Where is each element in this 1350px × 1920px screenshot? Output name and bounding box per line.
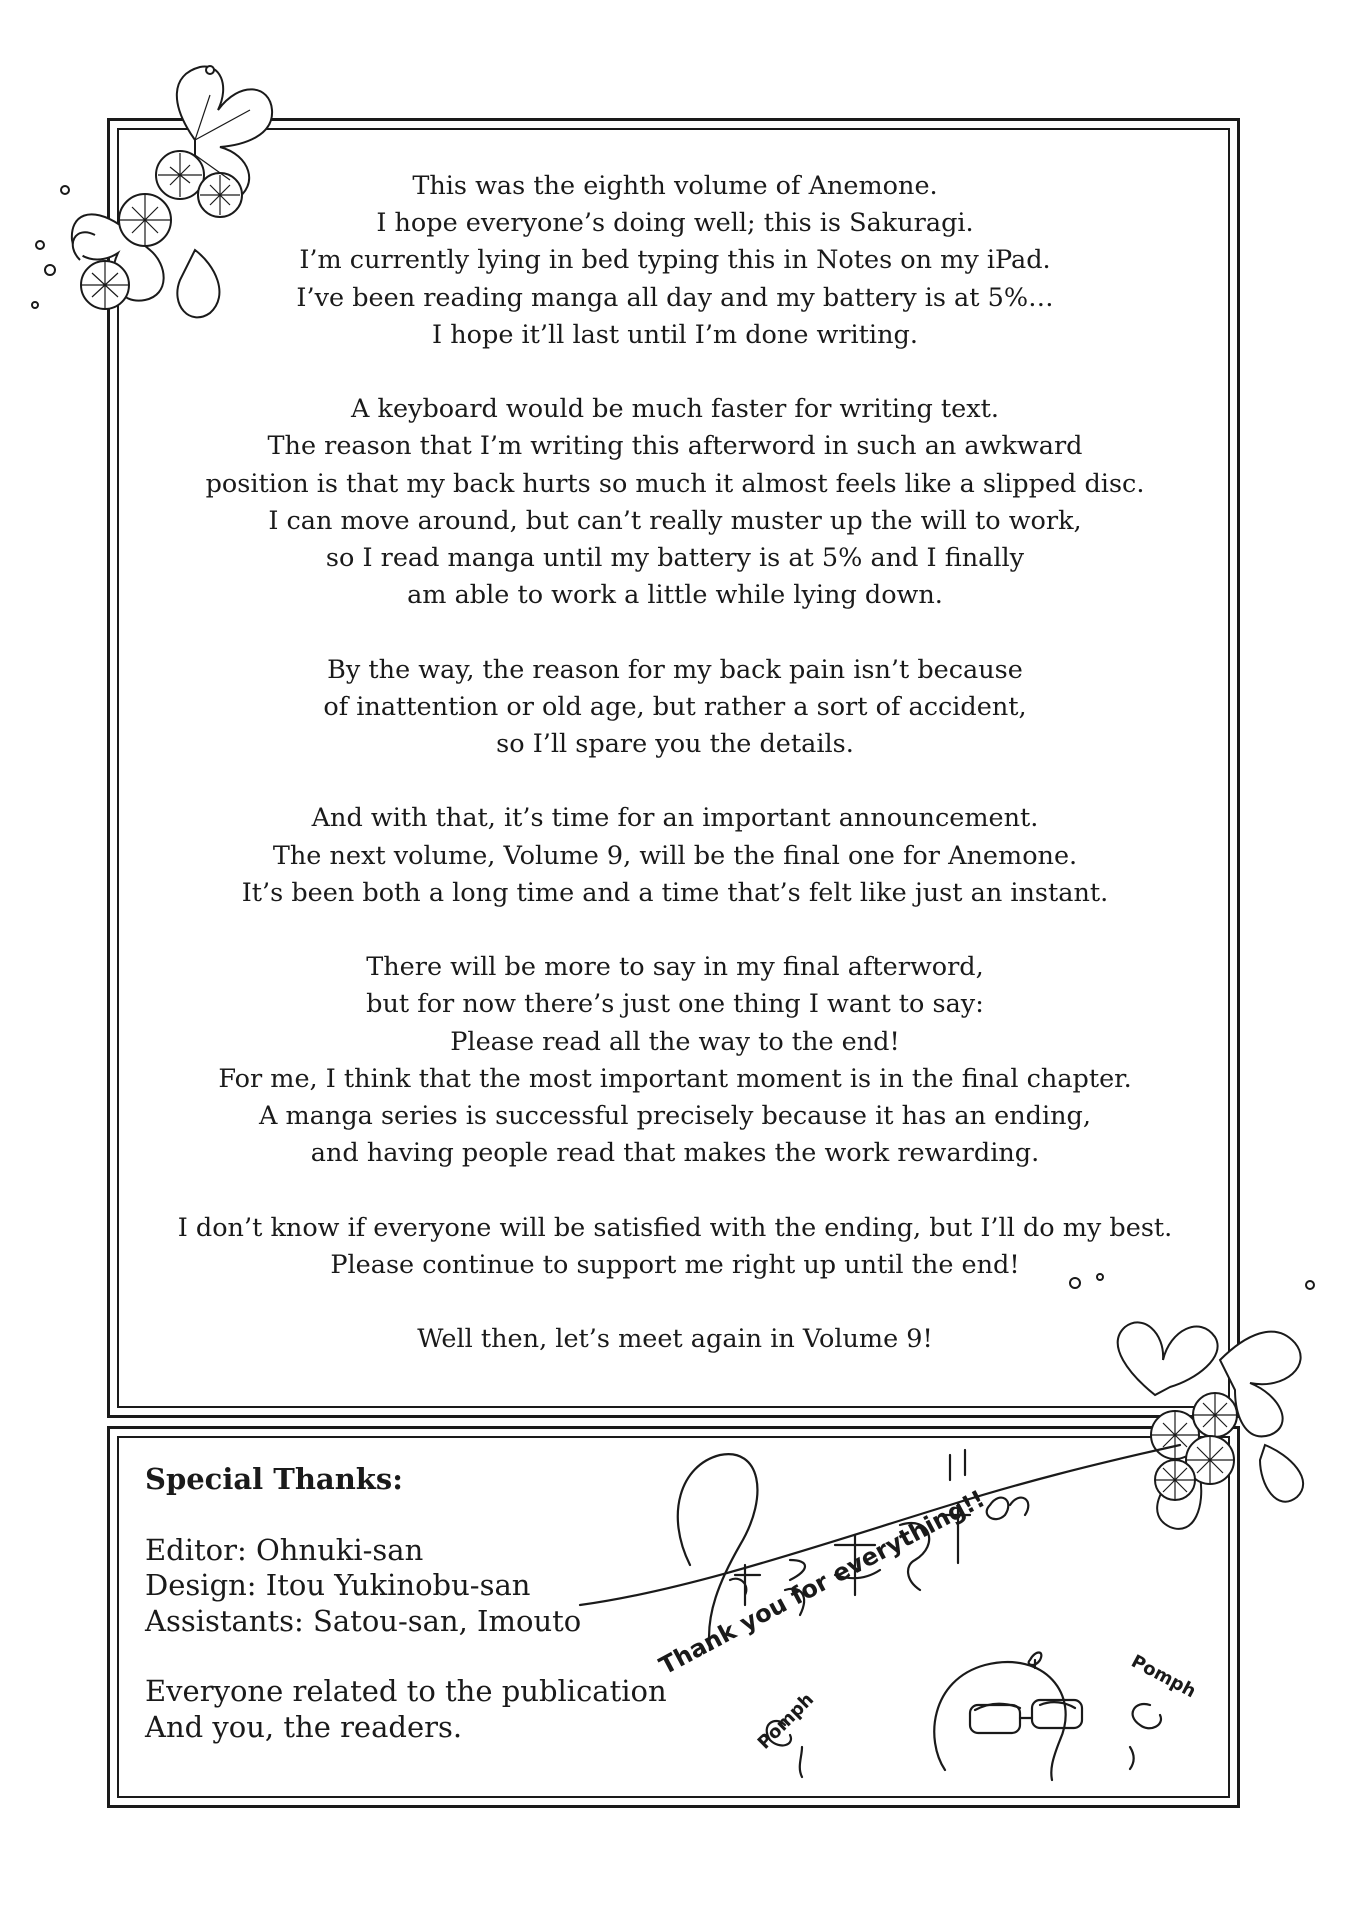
- afterword-line: Well then, let’s meet again in Volume 9!: [417, 1324, 933, 1355]
- afterword-line: of inattention or old age, but rather a sort of accident,: [323, 691, 1027, 722]
- afterword-line: A manga series is successful precisely because it has an ending,: [259, 1101, 1091, 1132]
- afterword-line: so I’ll spare you the details.: [496, 729, 854, 760]
- afterword-line: There will be more to say in my final afterword,: [366, 952, 984, 983]
- afterword-line: It’s been both a long time and a time that’s felt like just an instant.: [241, 877, 1109, 908]
- credit-line: Design: Itou Yukinobu-san: [145, 1568, 531, 1602]
- credit-line: And you, the readers.: [145, 1709, 463, 1744]
- afterword-line: Please read all the way to the end!: [450, 1026, 900, 1057]
- clover-flower-decoration-top-left: [20, 55, 300, 335]
- afterword-line: I’m currently lying in bed typing this in Notes on my iPad.: [299, 245, 1051, 276]
- sfx-right: Pomph: [1127, 1650, 1200, 1703]
- credit-line: Everyone related to the publication: [145, 1674, 667, 1708]
- credit-line: Editor: Ohnuki-san: [145, 1532, 424, 1567]
- afterword-line: I hope it’ll last until I’m done writing.: [432, 319, 918, 350]
- special-thanks-heading: Special Thanks:: [145, 1462, 403, 1496]
- afterword-line: By the way, the reason for my back pain isn’t because: [327, 654, 1023, 685]
- afterword-line: so I read manga until my battery is at 5% and I finally: [325, 543, 1025, 574]
- afterword-paragraph: [170, 391, 1180, 614]
- afterword-line: The next volume, Volume 9, will be the final one for Anemone.: [272, 840, 1078, 871]
- afterword-line: am able to work a little while lying down.: [407, 580, 943, 611]
- afterword-line: I’ve been reading manga all day and my battery is at 5%…: [296, 282, 1054, 313]
- afterword-text: [170, 168, 1180, 1396]
- afterword-line: This was the eighth volume of Anemone.: [412, 171, 938, 201]
- afterword-line: I can move around, but can’t really muster up the will to work,: [268, 505, 1082, 536]
- afterword-paragraph: [170, 800, 1180, 912]
- author-signature-doodle: [570, 1375, 1210, 1805]
- afterword-line: but for now there’s just one thing I want to say:: [366, 989, 984, 1020]
- afterword-line: position is that my back hurts so much it almost feels like a slipped disc.: [205, 468, 1145, 499]
- afterword-line: The reason that I’m writing this afterword in such an awkward: [267, 431, 1083, 462]
- afterword-paragraph: [170, 652, 1180, 764]
- afterword-line: and having people read that makes the work rewarding.: [310, 1138, 1040, 1169]
- thank-you-message: Thank you for everything!!: [654, 1484, 990, 1681]
- credit-line: Assistants: Satou-san, Imouto: [145, 1603, 582, 1638]
- afterword-paragraph: [170, 1210, 1180, 1284]
- afterword-line: I hope everyone’s doing well; this is Sakuragi.: [376, 208, 974, 239]
- afterword-line: For me, I think that the most important moment is in the final chapter.: [218, 1063, 1132, 1094]
- afterword-paragraph: [170, 168, 1180, 354]
- afterword-line: And with that, it’s time for an important announcement.: [311, 803, 1039, 834]
- sfx-left: Pomph: [753, 1689, 819, 1754]
- afterword-line: I don’t know if everyone will be satisfied with the ending, but I’ll do my best.: [177, 1212, 1173, 1243]
- afterword-paragraph: [170, 1321, 1180, 1358]
- afterword-line: Please continue to support me right up until the end!: [330, 1249, 1020, 1280]
- afterword-paragraph: [170, 949, 1180, 1172]
- afterword-line: A keyboard would be much faster for writing text.: [350, 394, 1000, 425]
